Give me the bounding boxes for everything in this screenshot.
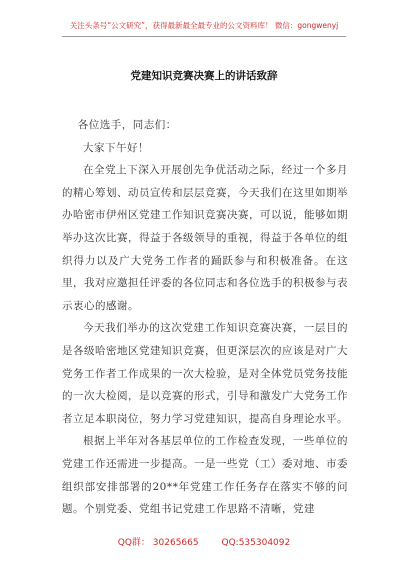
salutation: 各位选手，同志们： — [77, 119, 177, 131]
body-paragraph: 今天我们举办的这次党建工作知识竞赛决赛，一层目的是各级哈密地区党建知识竞赛，但更深层次的应该是对广大党务工作者工作成果的一次大检验，是对全体党员党务技能的一次大检阅，是以竞赛的形式，引导和激发广大党务工作者立足本职岗位，努力学习党建知识，提高自身理论水平。 — [62, 322, 348, 425]
body-paragraph: 在全党上下深入开展创先争优活动之际，经过一个多月的精心筹划、动员宣传和层层竞赛，今天我们在这里如期举办哈密市伊州区党建工作知识竞赛决赛，可以说，能够如期举办这次比赛，得益于各级领导的重视，得益于各单位的组织得力以及广大党务工作者的踊跃参与和积极准备。在这里，我对应邀担任评委的各位同志和各位选手的积极参与表示衷心的感谢。 — [62, 164, 348, 312]
footer-contact: QQ群： 30265665 QQ:535304092 — [117, 538, 291, 548]
document-body — [62, 114, 348, 521]
header-divider — [62, 36, 346, 37]
document-title: 党建知识竞赛决赛上的讲话致辞 — [130, 70, 278, 82]
header-banner: 关注头条号“公文研究”，获得最新最全最专业的公文资料库！ 微信：gongwenyj — [69, 21, 339, 30]
body-paragraph: 根据上半年对各基层单位的工作检查发现，一些单位的党建工作还需进一步提高。一是一些党（工）委对地、市委组织部安排部署的20**年党建工作任务存在落实不够的问题。个别党委、党组书记党建工作思路不清晰，党建 — [62, 435, 348, 516]
greeting: 大家下午好！ — [83, 141, 149, 154]
